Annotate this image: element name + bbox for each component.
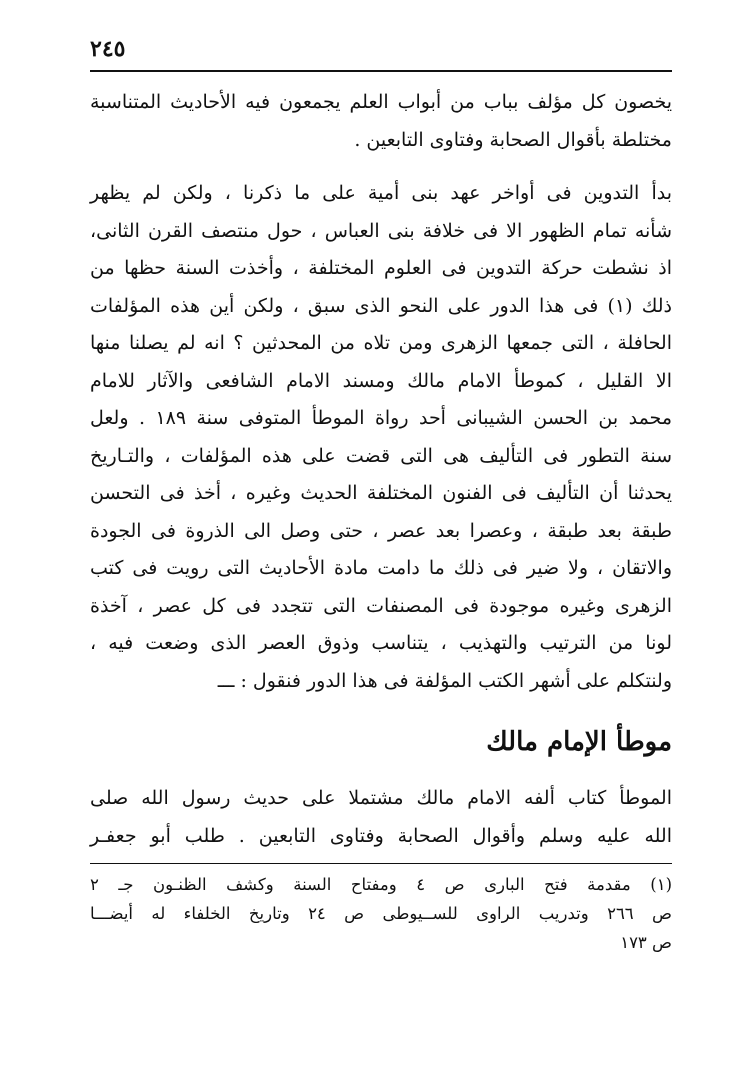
- text-line: بدأ التدوين فى أواخر عهد بنى أمية على ما ذكرنا ، ولكن لم يظهر: [90, 182, 672, 204]
- text-line: الزهرى وغيره موجودة فى المصنفات التى تتجدد فى كل عصر ، آخذة: [90, 594, 672, 617]
- text-line: طبقة بعد طبقة ، وعصرا بعد عصر ، حتى وصل الى الذروة فى الجودة: [90, 519, 672, 542]
- text-line: اذ نشطت حركة التدوين فى العلوم المختلفة ، وأخذت السنة حظها من: [90, 257, 672, 279]
- text-line: سنة التطور فى التأليف هى التى قضت على هذه المؤلفات ، والتـاريخ: [90, 444, 672, 467]
- text-line: يخصون كل مؤلف بباب من أبواب العلم يجمعون فيه الأحاديث المتناسبة: [90, 91, 672, 113]
- paragraph-1: [90, 84, 672, 159]
- text-line: الله عليه وسلم وأقوال الصحابة وفتاوى التابعين . طلب أبو جعفـر: [90, 824, 672, 847]
- footnote-line: ص ٢٦٦ وتدريب الراوى للســيوطى ص ٢٤ وتاريخ الخلفاء له أيضـــا: [90, 904, 672, 923]
- paragraph-2: [90, 175, 672, 700]
- text-line: مختلطة بأقوال الصحابة وفتاوى التابعين .: [354, 128, 672, 151]
- text-line: ولنتكلم على أشهر الكتب المؤلفة فى هذا الدور فنقول : ـــ: [217, 669, 672, 692]
- text-line: شأنه تمام الظهور الا فى خلافة بنى العباس ، حول منتصف القرن الثانى،: [90, 219, 672, 242]
- footnote-line: ص ١٧٣: [620, 933, 672, 952]
- page-number: ٢٤٥: [90, 36, 126, 62]
- text-line: الحافلة ، التى جمعها الزهرى ومن تلاه من المحدثين ؟ انه لم يصلنا منها: [90, 332, 672, 354]
- page-header: [90, 30, 672, 70]
- text-line: ذلك (١) فى هذا الدور على النحو الذى سبق ، ولكن أين هذه المؤلفات: [90, 294, 672, 317]
- text-line: لونا من الترتيب والتهذيب ، يتناسب وذوق العصر الذى وضعت فيه ،: [90, 632, 672, 654]
- footnotes: [90, 870, 672, 957]
- section-paragraph: [90, 780, 672, 855]
- text-line: الموطأ كتاب ألفه الامام مالك مشتملا على حديث رسول الله صلى: [90, 787, 672, 809]
- book-page: [90, 30, 672, 957]
- footnote-line: (١) مقدمة فتح البارى ص ٤ ومفتاح السنة وكشف الظنـون جـ ٢: [90, 875, 672, 894]
- text-line: محمد بن الحسن الشيبانى أحد رواة الموطأ المتوفى سنة ١٨٩ . ولعل: [90, 407, 672, 429]
- section-title: موطأ الإمام مالك: [486, 727, 672, 757]
- text-line: يحدثنا أن التأليف فى الفنون المختلفة الحديث وغيره ، أخذ فى التحسن: [90, 482, 672, 504]
- footnote-rule: [90, 863, 672, 864]
- text-line: الا القليل ، كموطأ الامام مالك ومسند الامام الشافعى والآثار للامام: [90, 369, 672, 392]
- body-text: [90, 84, 672, 855]
- header-rule: [90, 70, 672, 72]
- text-line: والاتقان ، ولا ضير فى ذلك ما دامت مادة الأحاديث التى رويت فى كتب: [90, 557, 672, 579]
